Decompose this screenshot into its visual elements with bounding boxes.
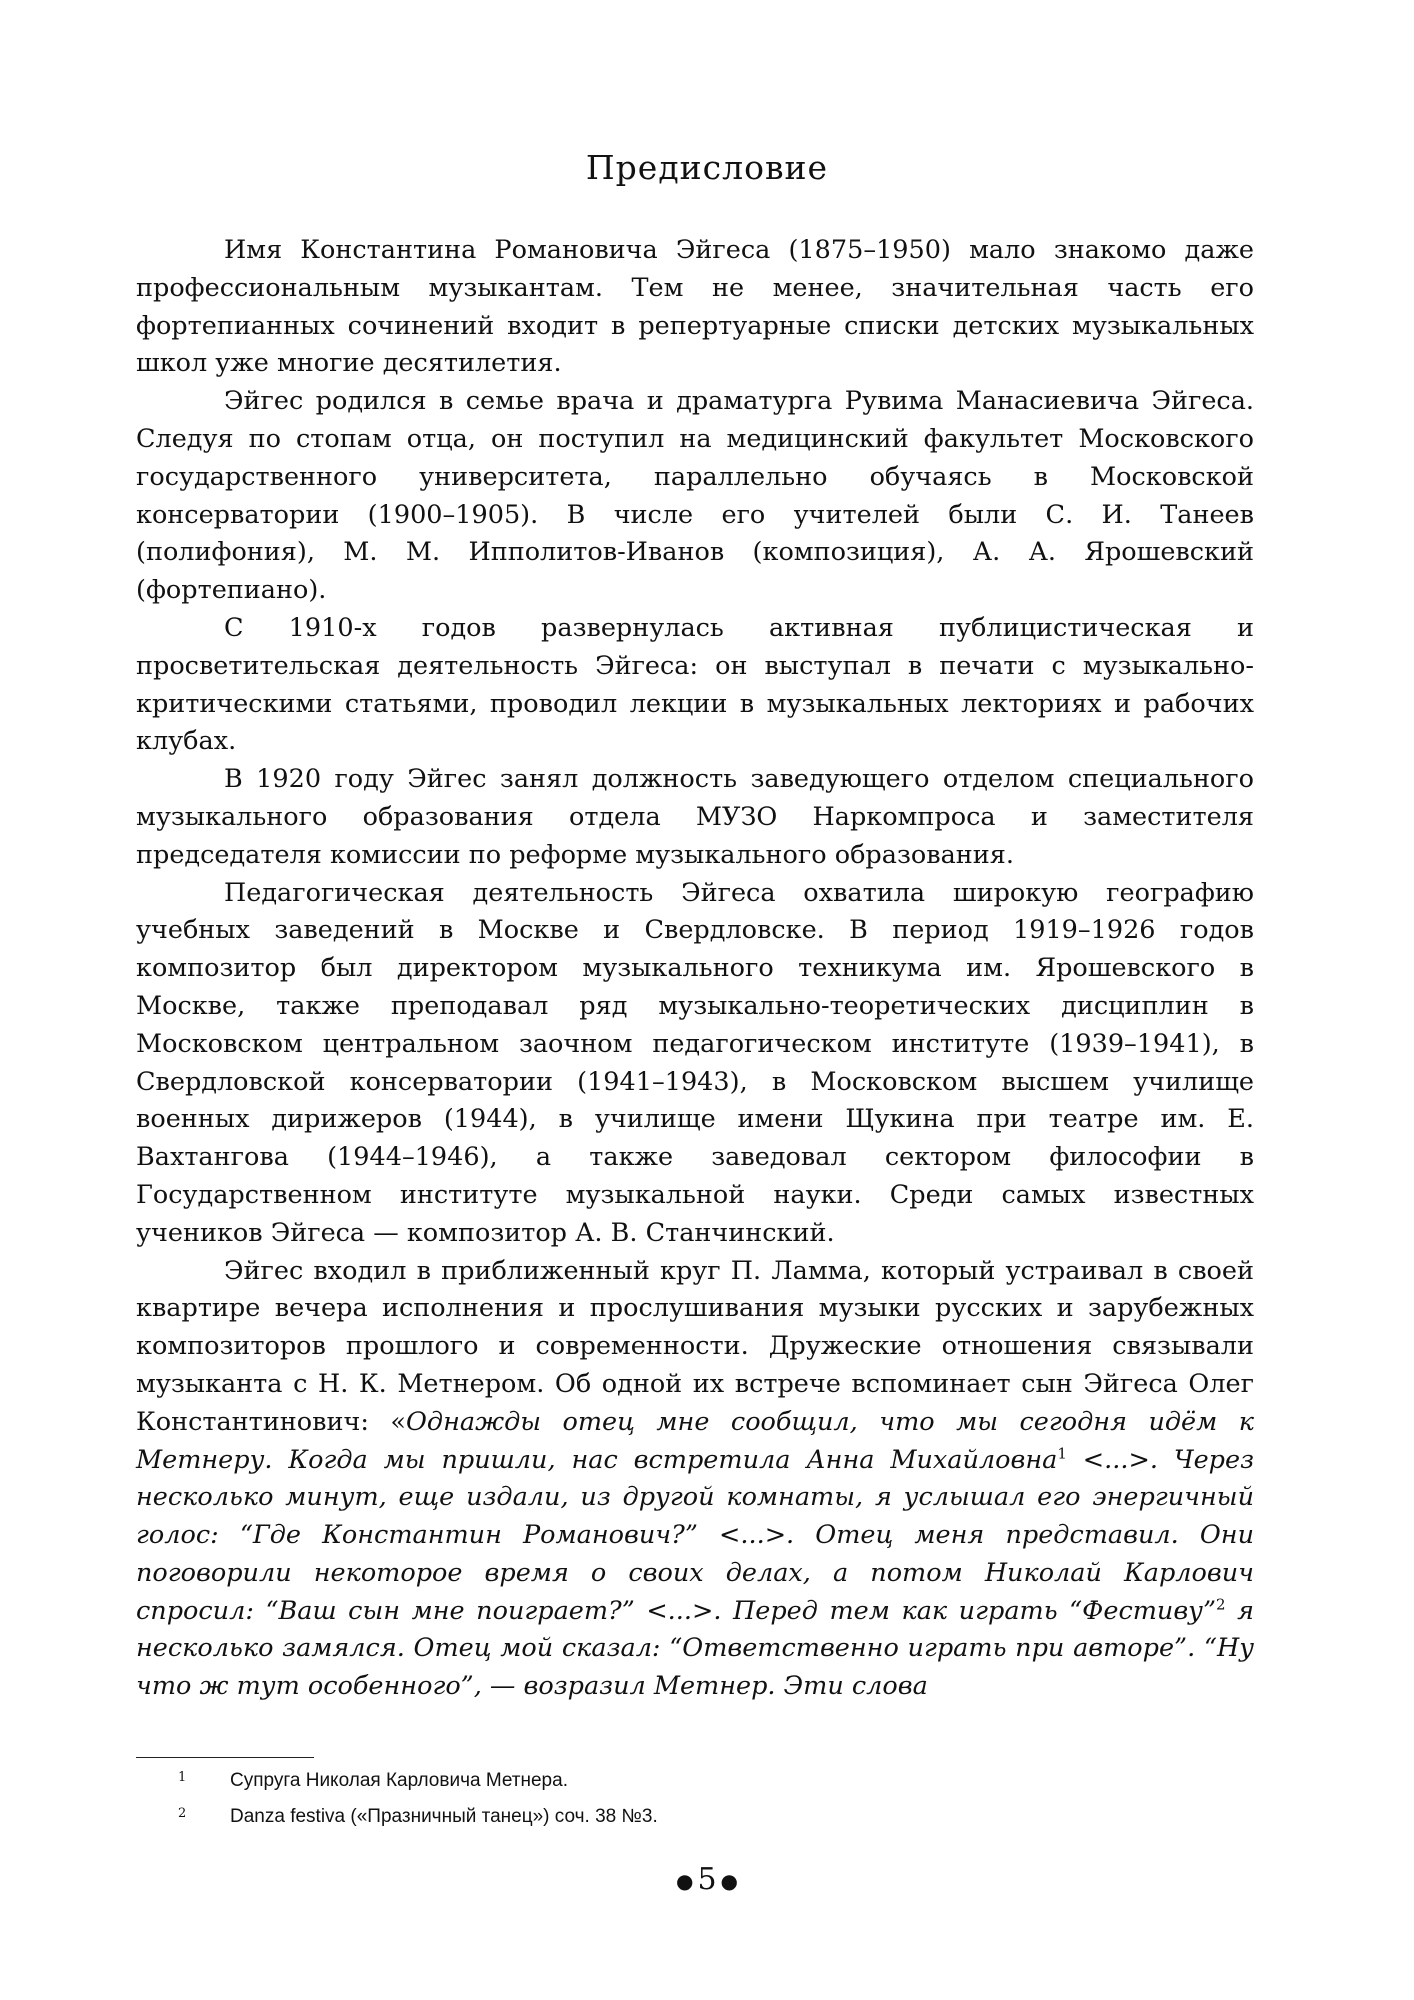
footnote-number: 2 [178, 1806, 187, 1821]
footnotes [136, 1764, 1254, 1836]
footnote-ref-2[interactable]: 2 [1216, 1595, 1226, 1614]
footnote-2 [136, 1800, 1254, 1836]
bullet-icon: ● [676, 1869, 694, 1893]
paragraph-6-lead: Эйгес входил в приближенный круг П. Ламма, который устраивал в своей квартире вечера исполнения и прослушивания музыки русских и зарубежных композиторов прошлого и современности. Дружеские отношения связывали музыканта с Н. К. Метнером. Об одной их встрече вспоминает сын Эйгеса Олег Константинович: « [136, 1255, 1254, 1437]
page-title: Предисловие [585, 148, 829, 187]
paragraph-4: В 1920 году Эйгес занял должность заведующего отделом специального музыкального образования отдела МУЗО Наркомпроса и заместителя председателя комиссии по реформе музыкального образования. [136, 764, 1254, 870]
paragraph-2: Эйгес родился в семье врача и драматурга Рувима Манасиевича Эйгеса. Следуя по стопам отца, он поступил на медицинский факультет Московского государственного университета, параллельно обучаясь в Московской консерватории (1900–1905). В числе его учителей были С. И. Танеев (полифония), М. М. Ипполитов-Иванов (композиция), А. А. Ярошевский (фортепиано). [136, 386, 1254, 606]
footnote-text: Danza festiva («Празничный танец») соч. 38 №3. [230, 1806, 658, 1827]
paragraph-3: С 1910-х годов развернулась активная публицистическая и просветительская деятельность Эйгеса: он выступал в печати с музыкально-критическими статьями, проводил лекции в музыкальных лекториях и рабочих клубах. [136, 612, 1254, 757]
main-text [136, 232, 1254, 1706]
footnote-1 [136, 1764, 1254, 1800]
quote-part-b: <...>. Через несколько минут, еще издали, из другой комнаты, я услышал его энергичный голос: “Где Константин Романович?” <...>. Отец меня представил. Они поговорили некоторое время о своих делах, а потом Николай Карлович спросил: “Ваш сын мне поиграет?” <...>. Перед тем как играть “Фестиву” [136, 1444, 1254, 1626]
footnote-text: Супруга Николая Карловича Метнера. [230, 1770, 568, 1791]
page-number-value: 5 [697, 1862, 717, 1897]
footnote-number: 1 [178, 1770, 187, 1785]
footnote-separator [136, 1757, 314, 1758]
quote-part-a: Однажды отец мне сообщил, что мы сегодня идём к Метнеру. Когда мы пришли, нас встретила Анна Михайловна [136, 1406, 1254, 1475]
paragraph-1: Имя Константина Романовича Эйгеса (1875–1950) мало знакомо даже профессиональным музыкантам. Тем не менее, значительная часть его фортепианных сочинений входит в репертуарные списки детских музыкальных школ уже многие десятилетия. [136, 235, 1254, 379]
footnote-ref-1[interactable]: 1 [1057, 1444, 1067, 1462]
bullet-icon: ● [720, 1869, 738, 1893]
quote-part-c: я несколько замялся. Отец мой сказал: “Ответственно играть при авторе”. “Ну что ж тут особенного”, — возразил Метнер. Эти слова [136, 1595, 1254, 1702]
paragraph-5: Педагогическая деятельность Эйгеса охватила широкую географию учебных заведений в Москве и Свердловске. В период 1919–1926 годов композитор был директором музыкального техникума им. Ярошевского в Москве, также преподавал ряд музыкально-теоретических дисциплин в Московском центральном заочном педагогическом институте (1939–1941), в Свердловской консерватории (1941–1943), в Московском высшем училище военных дирижеров (1944), в училище имени Щукина при театре им. Е. Вахтангова (1944–1946), а также заведовал сектором философии в Государственном институте музыкальной науки. Среди самых известных учеников Эйгеса — композитор А. В. Станчинский. [136, 877, 1254, 1248]
paragraph-6 [136, 1253, 1254, 1707]
page-number [0, 1862, 1414, 1897]
